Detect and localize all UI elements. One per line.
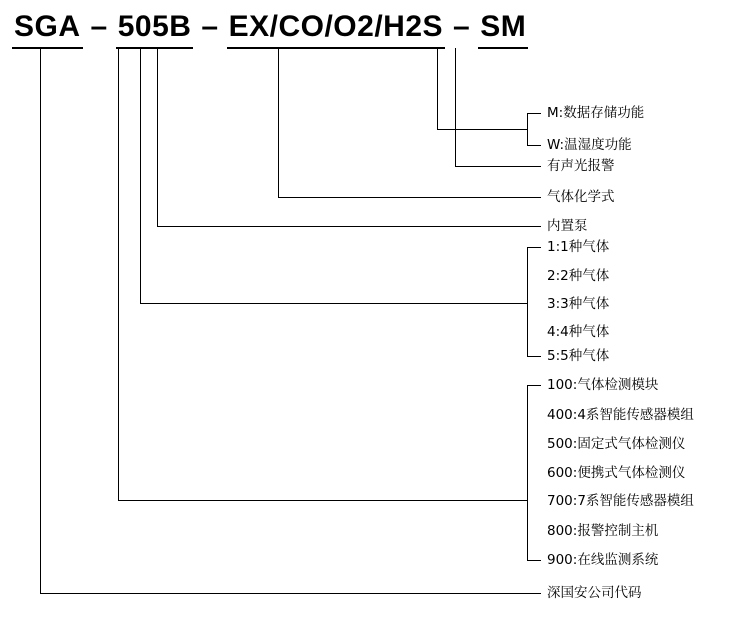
label-gas-count-3: 3:3种气体 xyxy=(547,296,610,312)
label-product-type-500: 500:固定式气体检测仪 xyxy=(547,436,686,452)
bracket-producttype-bottom xyxy=(527,560,541,561)
label-gas-formula: 气体化学式 xyxy=(547,189,615,205)
leader-suffix-vertical xyxy=(437,48,438,129)
leader-pump-vertical xyxy=(157,48,158,226)
label-product-type-700: 700:7系智能传感器模组 xyxy=(547,493,694,509)
leader-gascount-horizontal xyxy=(140,303,527,304)
code-separator-1: – xyxy=(90,10,108,43)
label-alarm: 有声光报警 xyxy=(547,158,615,174)
leader-company-vertical xyxy=(40,48,41,593)
bracket-suffix-top xyxy=(527,113,541,114)
leader-alarm-vertical xyxy=(455,48,456,166)
leader-gasformula-horizontal xyxy=(278,197,541,198)
label-product-type-400: 400:4系智能传感器模组 xyxy=(547,407,694,423)
leader-alarm-horizontal xyxy=(455,166,541,167)
leader-gasformula-vertical xyxy=(278,48,279,197)
label-product-type-600: 600:便携式气体检测仪 xyxy=(547,465,686,481)
label-product-type-900: 900:在线监测系统 xyxy=(547,552,659,568)
model-code-row xyxy=(12,10,528,49)
leader-producttype-horizontal xyxy=(118,500,527,501)
code-separator-3: – xyxy=(453,10,471,43)
bracket-suffix-vertical xyxy=(527,113,528,145)
label-product-type-800: 800:报警控制主机 xyxy=(547,523,659,539)
bracket-gascount-vertical xyxy=(527,247,528,356)
label-gas-count-5: 5:5种气体 xyxy=(547,348,610,364)
label-suffix-w: W:温湿度功能 xyxy=(547,137,632,153)
leader-pump-horizontal xyxy=(157,226,541,227)
label-gas-count-4: 4:4种气体 xyxy=(547,324,610,340)
label-gas-count-2: 2:2种气体 xyxy=(547,268,610,284)
code-separator-2: – xyxy=(201,10,219,43)
leader-producttype-vertical xyxy=(118,48,119,500)
code-segment-series: 505B xyxy=(116,10,194,49)
leader-company-horizontal xyxy=(40,593,541,594)
label-suffix-m: M:数据存储功能 xyxy=(547,105,645,121)
label-gas-count-1: 1:1种气体 xyxy=(547,239,610,255)
bracket-gascount-top xyxy=(527,247,541,248)
leader-suffix-horizontal xyxy=(437,129,527,130)
bracket-suffix-bottom xyxy=(527,145,541,146)
code-segment-suffix: SM xyxy=(478,10,528,49)
label-company-code: 深国安公司代码 xyxy=(547,585,642,601)
bracket-producttype-vertical xyxy=(527,385,528,560)
bracket-producttype-top xyxy=(527,385,541,386)
code-segment-brand: SGA xyxy=(12,10,83,49)
code-segment-gas: EX/CO/O2/H2S xyxy=(227,10,445,49)
label-built-in-pump: 内置泵 xyxy=(547,218,588,234)
leader-gascount-vertical xyxy=(140,48,141,303)
label-product-type-100: 100:气体检测模块 xyxy=(547,377,659,393)
bracket-gascount-bottom xyxy=(527,356,541,357)
